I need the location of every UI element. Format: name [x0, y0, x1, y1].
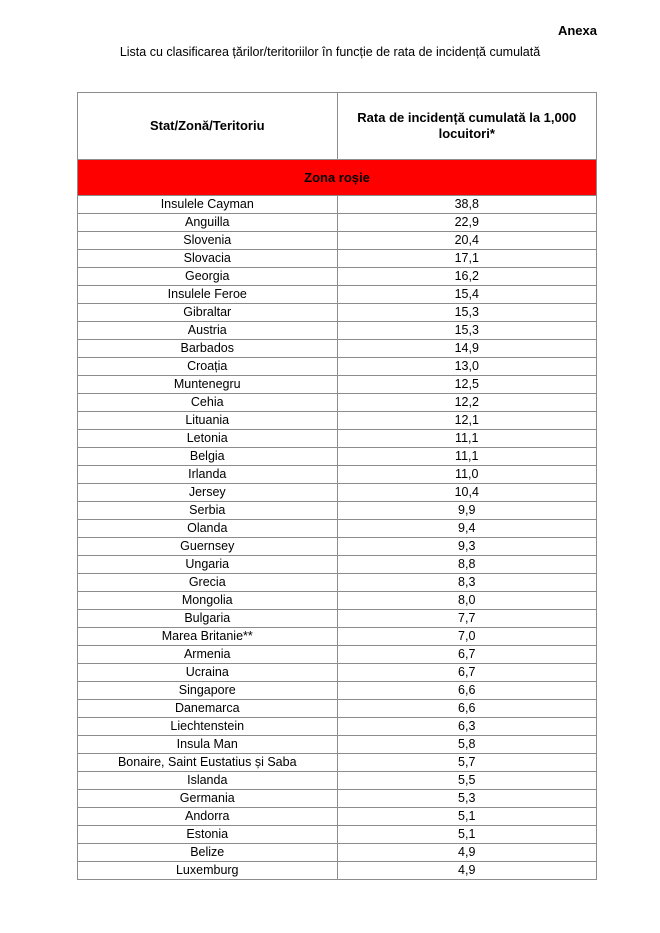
rate-cell: 10,4	[337, 484, 597, 502]
rate-cell: 5,7	[337, 754, 597, 772]
table-row	[78, 664, 597, 682]
country-cell: Danemarca	[78, 700, 338, 718]
rate-cell: 15,4	[337, 286, 597, 304]
rate-cell: 8,0	[337, 592, 597, 610]
country-cell: Bonaire, Saint Eustatius și Saba	[78, 754, 338, 772]
rate-cell: 6,7	[337, 646, 597, 664]
table-row	[78, 232, 597, 250]
table-row	[78, 772, 597, 790]
page-title: Lista cu clasificarea țărilor/teritoriilor în funcție de rata de incidență cumulată	[119, 45, 541, 59]
table-row	[78, 412, 597, 430]
country-cell: Insulele Feroe	[78, 286, 338, 304]
table-row	[78, 520, 597, 538]
rate-cell: 9,4	[337, 520, 597, 538]
country-cell: Bulgaria	[78, 610, 338, 628]
country-cell: Irlanda	[78, 466, 338, 484]
rate-cell: 5,1	[337, 808, 597, 826]
rate-cell: 8,8	[337, 556, 597, 574]
table-body	[78, 196, 597, 880]
country-cell: Andorra	[78, 808, 338, 826]
table-row	[78, 628, 597, 646]
country-cell: Slovacia	[78, 250, 338, 268]
rate-cell: 11,1	[337, 430, 597, 448]
country-cell: Lituania	[78, 412, 338, 430]
column-header-row	[78, 93, 597, 160]
country-cell: Cehia	[78, 394, 338, 412]
rate-cell: 9,9	[337, 502, 597, 520]
rate-cell: 5,5	[337, 772, 597, 790]
table-row	[78, 682, 597, 700]
rate-cell: 12,5	[337, 376, 597, 394]
country-cell: Serbia	[78, 502, 338, 520]
country-cell: Islanda	[78, 772, 338, 790]
rate-cell: 15,3	[337, 322, 597, 340]
rate-cell: 12,2	[337, 394, 597, 412]
rate-cell: 11,0	[337, 466, 597, 484]
country-cell: Marea Britanie**	[78, 628, 338, 646]
incidence-table	[77, 92, 597, 880]
rate-cell: 14,9	[337, 340, 597, 358]
country-cell: Slovenia	[78, 232, 338, 250]
zone-banner-row	[78, 160, 597, 196]
country-cell: Muntenegru	[78, 376, 338, 394]
table-header	[78, 93, 597, 196]
table-row	[78, 376, 597, 394]
country-cell: Croația	[78, 358, 338, 376]
table-row	[78, 394, 597, 412]
table-row	[78, 538, 597, 556]
rate-cell: 17,1	[337, 250, 597, 268]
table-row	[78, 808, 597, 826]
rate-cell: 6,3	[337, 718, 597, 736]
rate-cell: 38,8	[337, 196, 597, 214]
table-row	[78, 592, 597, 610]
column-header-rate: Rata de incidență cumulată la 1,000 locuitori*	[337, 93, 597, 160]
country-cell: Armenia	[78, 646, 338, 664]
country-cell: Anguilla	[78, 214, 338, 232]
country-cell: Gibraltar	[78, 304, 338, 322]
rate-cell: 5,3	[337, 790, 597, 808]
rate-cell: 6,6	[337, 682, 597, 700]
table-row	[78, 736, 597, 754]
table-row	[78, 214, 597, 232]
rate-cell: 4,9	[337, 844, 597, 862]
table-row	[78, 844, 597, 862]
table-row	[78, 466, 597, 484]
rate-cell: 7,0	[337, 628, 597, 646]
table-row	[78, 250, 597, 268]
country-cell: Austria	[78, 322, 338, 340]
rate-cell: 16,2	[337, 268, 597, 286]
table-row	[78, 322, 597, 340]
country-cell: Georgia	[78, 268, 338, 286]
table-row	[78, 610, 597, 628]
country-cell: Insula Man	[78, 736, 338, 754]
rate-cell: 20,4	[337, 232, 597, 250]
table-row	[78, 448, 597, 466]
country-cell: Belgia	[78, 448, 338, 466]
zone-banner: Zona roșie	[78, 160, 597, 196]
country-cell: Liechtenstein	[78, 718, 338, 736]
country-cell: Estonia	[78, 826, 338, 844]
country-cell: Jersey	[78, 484, 338, 502]
country-cell: Singapore	[78, 682, 338, 700]
rate-cell: 15,3	[337, 304, 597, 322]
table-row	[78, 790, 597, 808]
table-row	[78, 862, 597, 880]
annex-label: Anexa	[557, 23, 597, 38]
rate-cell: 9,3	[337, 538, 597, 556]
country-cell: Mongolia	[78, 592, 338, 610]
table-row	[78, 646, 597, 664]
country-cell: Grecia	[78, 574, 338, 592]
table-row	[78, 574, 597, 592]
country-cell: Barbados	[78, 340, 338, 358]
table-row	[78, 304, 597, 322]
country-cell: Letonia	[78, 430, 338, 448]
rate-cell: 8,3	[337, 574, 597, 592]
table-row	[78, 340, 597, 358]
table-row	[78, 754, 597, 772]
table-row	[78, 430, 597, 448]
table-row	[78, 718, 597, 736]
rate-cell: 5,8	[337, 736, 597, 754]
country-cell: Germania	[78, 790, 338, 808]
rate-cell: 6,6	[337, 700, 597, 718]
rate-cell: 6,7	[337, 664, 597, 682]
country-cell: Luxemburg	[78, 862, 338, 880]
country-cell: Ucraina	[78, 664, 338, 682]
rate-cell: 13,0	[337, 358, 597, 376]
table-row	[78, 556, 597, 574]
rate-cell: 5,1	[337, 826, 597, 844]
table-row	[78, 286, 597, 304]
rate-cell: 7,7	[337, 610, 597, 628]
table-row	[78, 484, 597, 502]
table-row	[78, 358, 597, 376]
table-row	[78, 196, 597, 214]
country-cell: Ungaria	[78, 556, 338, 574]
table-row	[78, 700, 597, 718]
country-cell: Insulele Cayman	[78, 196, 338, 214]
rate-cell: 22,9	[337, 214, 597, 232]
country-cell: Guernsey	[78, 538, 338, 556]
country-cell: Olanda	[78, 520, 338, 538]
rate-cell: 4,9	[337, 862, 597, 880]
table-row	[78, 268, 597, 286]
rate-cell: 12,1	[337, 412, 597, 430]
rate-cell: 11,1	[337, 448, 597, 466]
column-header-state: Stat/Zonă/Teritoriu	[78, 93, 338, 160]
table-row	[78, 826, 597, 844]
country-cell: Belize	[78, 844, 338, 862]
table-row	[78, 502, 597, 520]
